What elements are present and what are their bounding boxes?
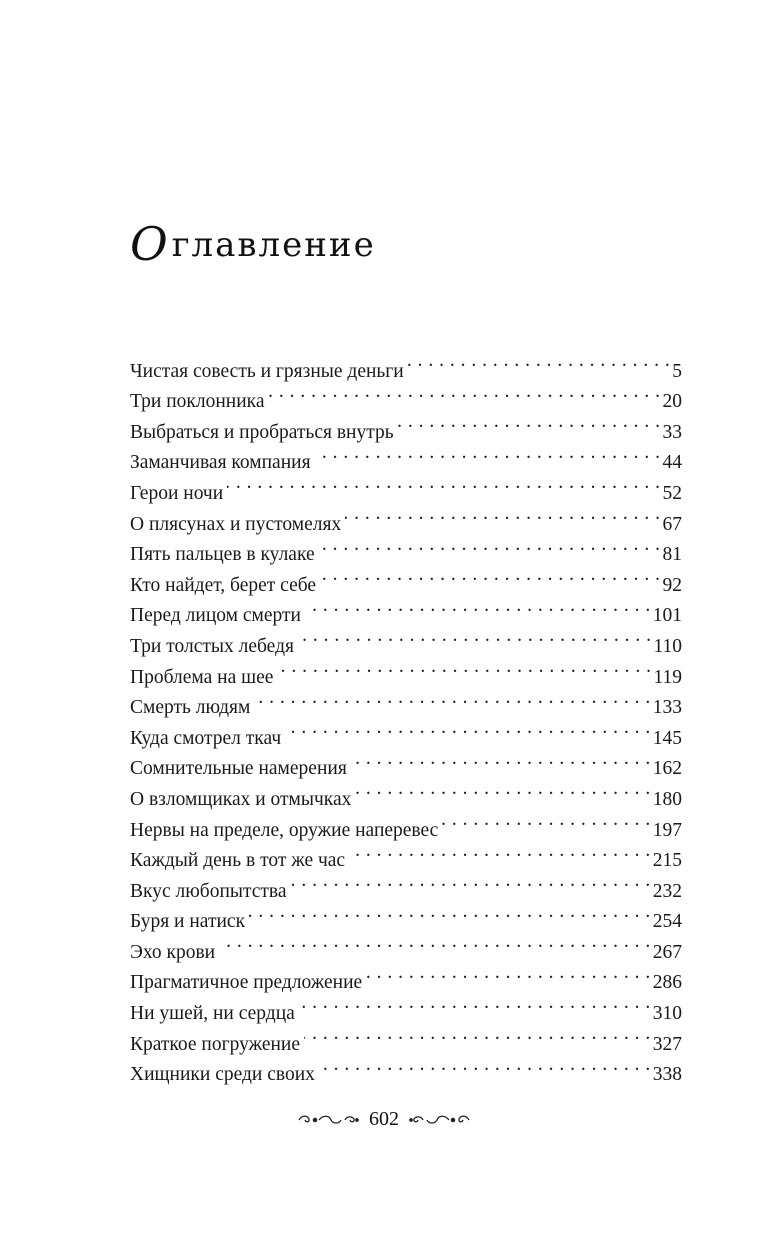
toc-entry-title: Герои ночи [130,479,227,510]
toc-entry-title: Проблема на шее [130,663,277,694]
dot-leader [254,683,650,714]
toc-entry-page: 20 [661,387,683,418]
dot-leader [355,774,650,805]
toc-entry-title: Ни ушей, ни сердца [130,999,299,1030]
dot-leader [291,866,651,897]
toc-entry-title: Эхо крови [130,938,219,969]
toc-entry-page: 215 [651,846,682,877]
dot-leader [277,652,651,683]
toc-entry [130,346,682,382]
dot-leader [299,988,651,1019]
toc-entry-title: Вкус любопытства [130,877,291,908]
toc-entry-title: Перед лицом смерти [130,601,305,632]
toc-entry-title: Каждый день в тот же час [130,846,349,877]
toc-entry-page: 254 [651,907,682,938]
toc-entry-page: 67 [661,510,683,541]
page-footer [0,1102,768,1136]
toc-entry-title: О взломщиках и отмычках [130,785,355,816]
scroll-ornament-icon [297,1111,359,1127]
toc-entry-page: 232 [651,877,682,908]
toc-entry-title: Сомнительные намерения [130,754,351,785]
toc-entry-page: 145 [651,724,682,755]
page-title [130,217,376,271]
dot-leader [398,407,661,438]
dot-leader [298,621,652,652]
toc-entry-title: Хищники среди своих [130,1060,319,1091]
dot-leader [366,958,651,989]
toc-entry-title: Заманчивая компания [130,448,315,479]
toc-entry-page: 81 [661,540,683,571]
scroll-ornament-icon [409,1111,471,1127]
toc-entry-page: 119 [651,663,682,694]
dot-leader [269,377,661,408]
dot-leader [319,530,661,561]
dot-leader [442,805,650,836]
dot-leader [320,560,660,591]
toc-entry-title: Куда смотрел ткач [130,724,285,755]
toc-entry-title: Смерть людям [130,693,254,724]
dot-leader [285,713,651,744]
toc-entry-page: 52 [661,479,683,510]
toc-entry-title: Чистая совесть и грязные деньги [130,357,408,388]
toc-entry-page: 338 [651,1060,682,1091]
dot-leader [351,744,651,775]
toc-entry-page: 101 [651,601,682,632]
dot-leader [315,438,661,469]
dot-leader [345,499,660,530]
dot-leader [349,836,651,867]
toc-entry-title: Выбраться и пробраться внутрь [130,418,398,449]
toc-entry-page: 327 [651,1030,682,1061]
dot-leader [304,1019,651,1050]
dot-leader [305,591,651,622]
dot-leader [319,1050,651,1081]
toc-entry-page: 44 [661,448,683,479]
toc-entry-title: Три толстых лебедя [130,632,298,663]
toc-entry-page: 33 [661,418,683,449]
table-of-contents [130,346,682,1086]
toc-entry-title: Прагматичное предложение [130,968,366,999]
title-rest: главление [171,225,376,265]
page-number: 602 [369,1108,399,1130]
toc-entry-title: О плясунах и пустомелях [130,510,345,541]
toc-entry-page: 267 [651,938,682,969]
toc-entry-page: 286 [651,968,682,999]
dot-leader [219,927,651,958]
toc-entry-title: Краткое погружение [130,1030,304,1061]
toc-entry-title: Буря и натиск [130,907,249,938]
dot-leader [408,346,671,377]
toc-entry-title: Пять пальцев в кулаке [130,540,319,571]
title-initial: О [130,217,170,271]
toc-entry-title: Кто найдет, берет себе [130,571,320,602]
dot-leader [227,468,660,499]
toc-entry-page: 5 [670,357,682,388]
toc-entry-page: 310 [651,999,682,1030]
toc-entry-page: 197 [651,816,682,847]
dot-leader [249,897,651,928]
toc-entry-page: 133 [651,693,682,724]
toc-entry-page: 110 [651,632,682,663]
toc-entry-title: Три поклонника [130,387,269,418]
toc-entry-page: 180 [651,785,682,816]
toc-entry-page: 162 [651,754,682,785]
toc-entry-page: 92 [661,571,683,602]
toc-entry-title: Нервы на пределе, оружие наперевес [130,816,442,847]
